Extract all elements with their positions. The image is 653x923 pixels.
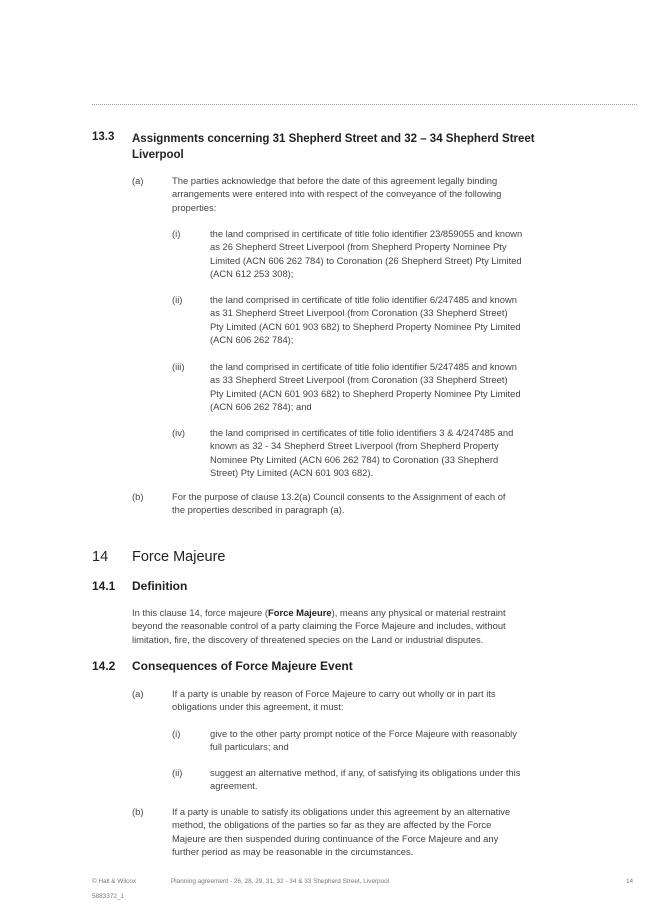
text-line: limitation, fire, the discovery of threatened species on the Land or industrial disputes. (132, 633, 484, 645)
text-line: (ACN 606 262 784); and (210, 401, 312, 413)
text-line: Pty Limited (ACN 601 903 682) to Shepherd Property Nominee Pty Limited (210, 387, 521, 399)
text-line: properties: (172, 201, 217, 213)
defined-term: Force Majeure (268, 607, 332, 618)
text-line: (ACN 612 253 308); (210, 268, 294, 280)
subparagraph-label: (ii) (172, 294, 183, 305)
text-line: full particulars; and (210, 741, 289, 753)
paragraph-text (132, 606, 506, 646)
text-line: known as 32 - 34 Shepherd Street Liverpool (from Shepherd Property (210, 440, 499, 452)
paragraph-text (172, 174, 501, 214)
text-run: ), means any physical or material restraint (331, 607, 506, 618)
subparagraph-label: (i) (172, 728, 181, 739)
footer-document-title: Planning agreement - 26, 28, 29, 31, 32 - 34 & 33 Shepherd Street, Liverpool (171, 878, 390, 885)
subparagraph-text (210, 360, 521, 414)
paragraph-label: (a) (132, 175, 144, 186)
section-heading (132, 131, 535, 163)
section-number: 14.1 (92, 579, 116, 593)
text-line: as 31 Shepherd Street Liverpool (from Coronation (33 Shepherd Street) (210, 307, 508, 319)
text-line: the land comprised in certificate of title folio identifier 6/247485 and known (210, 294, 517, 305)
paragraph-label: (b) (132, 491, 144, 502)
text-line: beyond the reasonable control of a party claiming the Force Majeure and includes, without (132, 620, 506, 632)
text-line: Majeure are then suspended during continuance of the Force Majeure and any (172, 832, 499, 844)
section-heading: Definition (132, 579, 188, 593)
subparagraph-label: (iii) (172, 361, 185, 372)
section-number: 14.2 (92, 659, 116, 673)
subparagraph-label: (ii) (172, 767, 183, 778)
subparagraph-text (210, 766, 520, 793)
section-number: 13.3 (92, 131, 115, 143)
paragraph-label: (b) (132, 806, 144, 817)
paragraph-text (172, 687, 496, 714)
subparagraph-text (210, 227, 522, 281)
subparagraph-text (210, 426, 513, 480)
paragraph-text (172, 490, 506, 517)
text-line: If a party is unable to satisfy its obligations under this agreement by an alternative (172, 806, 511, 817)
text-line: Nominee Pty Limited (ACN 606 262 784) to Coronation (33 Shepherd (210, 453, 499, 465)
text-line: the land comprised in certificate of title folio identifier 5/247485 and known (210, 361, 517, 372)
text-line: the land comprised in certificate of title folio identifier 23/859055 and known (210, 228, 523, 239)
subparagraph-text (210, 293, 521, 347)
text-line: (ACN 606 262 784); (210, 334, 294, 346)
text-run: In this clause 14, force majeure ( (132, 607, 269, 618)
text-line: agreement. (210, 780, 258, 792)
chapter-title: Force Majeure (132, 549, 226, 565)
text-line: obligations under this agreement, it must: (172, 701, 344, 713)
text-line: Pty Limited (ACN 601 903 682) to Shepherd Property Nominee Pty Limited (210, 320, 521, 332)
paragraph-label: (a) (132, 688, 144, 699)
text-line: the land comprised in certificates of title folio identifiers 3 & 4/247485 and (210, 427, 514, 438)
text-line: give to the other party prompt notice of the Force Majeure with reasonably (210, 728, 517, 739)
subparagraph-label: (iv) (172, 427, 186, 438)
subparagraph-text (210, 727, 517, 754)
subparagraph-label: (i) (172, 228, 181, 239)
footer-copyright: © Hall & Wilcox (92, 878, 137, 885)
text-line: suggest an alternative method, if any, of satisfying its obligations under this (210, 767, 521, 778)
section-heading: Consequences of Force Majeure Event (132, 659, 353, 673)
page-number: 14 (626, 878, 634, 885)
section-heading-line: Assignments concerning 31 Shepherd Street and 32 – 34 Shepherd Street (132, 133, 535, 145)
text-line: as 33 Shepherd Street Liverpool (from Coronation (33 Shepherd Street) (210, 374, 508, 386)
header-divider (92, 104, 637, 105)
text-line: method, the obligations of the parties so far as they are affected by the Force (172, 819, 492, 831)
text-line: Street) Pty Limited (ACN 601 903 682). (210, 467, 374, 479)
paragraph-text (172, 805, 510, 859)
footer-doc-reference: 5883372_1 (92, 893, 124, 900)
text-line: arrangements were entered into with respect of the conveyance of the following (172, 188, 502, 200)
chapter-number: 14 (92, 549, 109, 565)
text-line: further period as may be reasonable in the circumstances. (172, 846, 414, 858)
text-line: If a party is unable by reason of Force Majeure to carry out wholly or in part its (172, 688, 496, 699)
text-line: For the purpose of clause 13.2(a) Council consents to the Assignment of each of (172, 491, 506, 502)
text-line: the properties described in paragraph (a). (172, 504, 345, 516)
section-heading-line: Liverpool (132, 149, 184, 161)
text-line: as 26 Shepherd Street Liverpool (from Shepherd Property Nominee Pty (210, 241, 507, 253)
text-line (132, 606, 506, 619)
text-line: The parties acknowledge that before the date of this agreement legally binding (172, 175, 498, 186)
text-line: Limited (ACN 606 262 784) to Coronation (26 Shepherd Street) Pty Limited (210, 254, 522, 266)
